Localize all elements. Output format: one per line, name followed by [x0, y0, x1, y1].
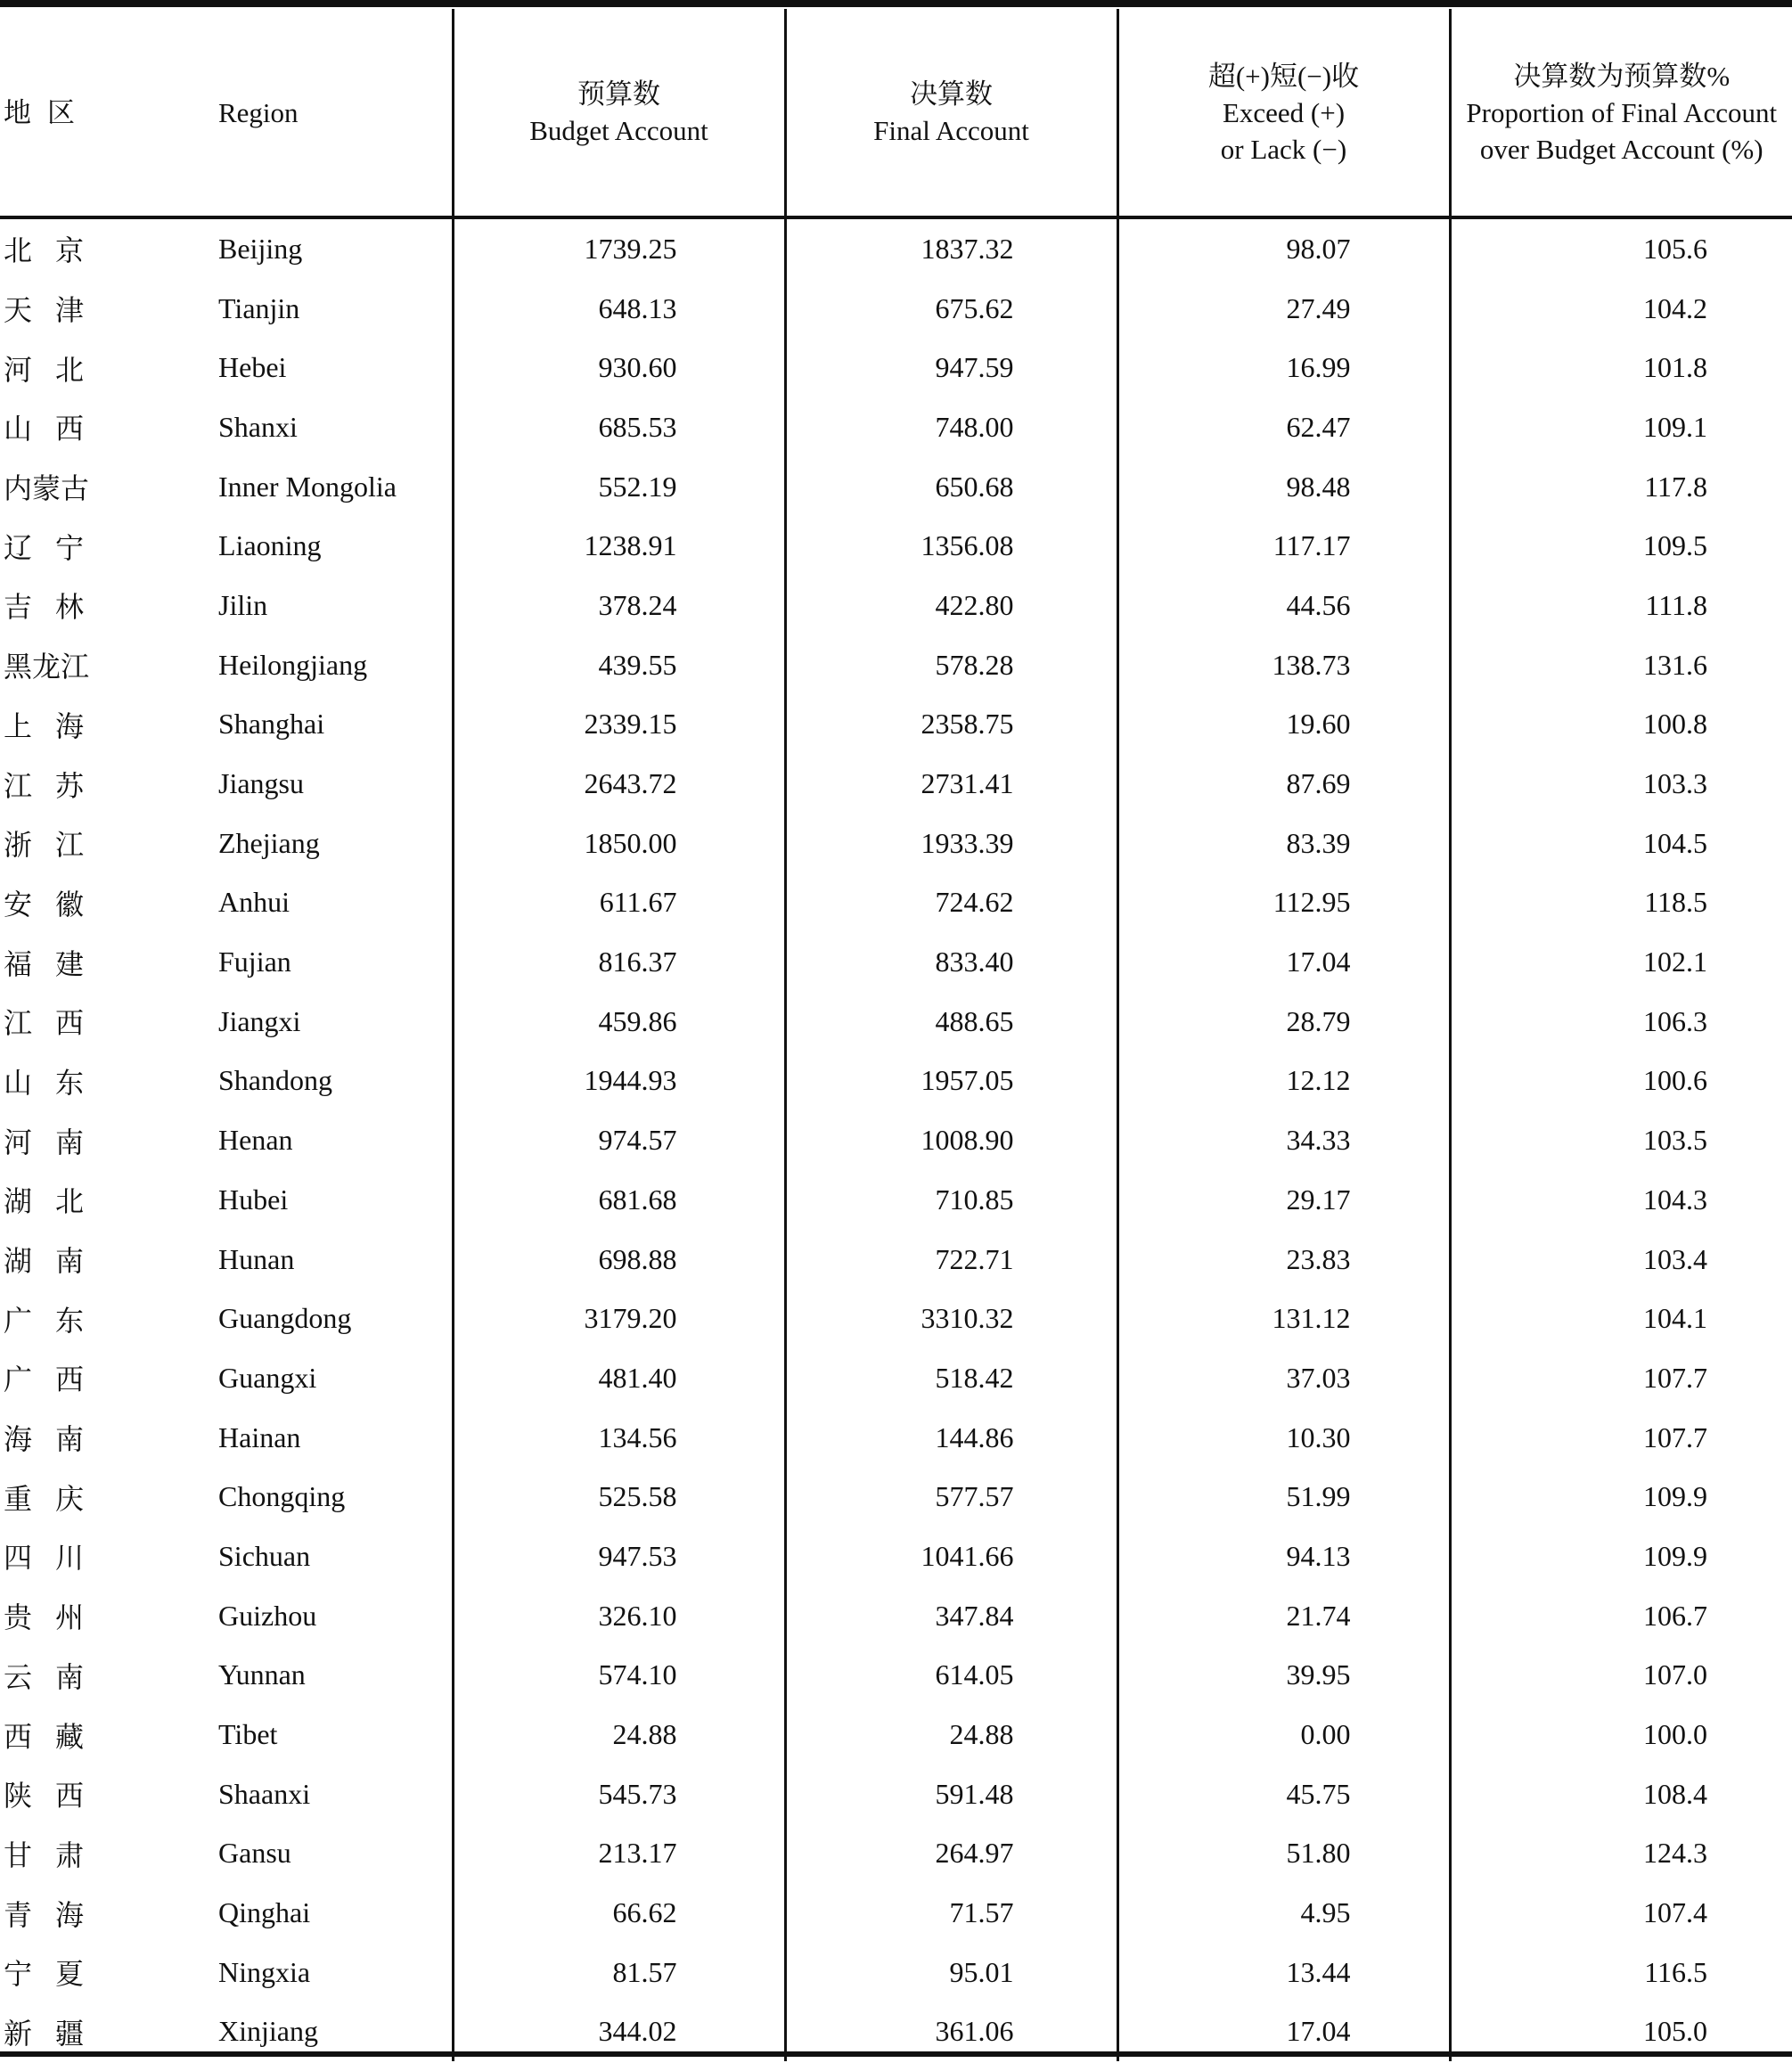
cell-region-cn: 新疆 [4, 2017, 108, 2050]
cell-budget: 947.53 [453, 1527, 785, 1586]
table-row [0, 338, 1792, 397]
cell-region-en: Tianjin [218, 291, 300, 324]
cell-diff: 94.13 [1117, 1527, 1450, 1586]
cell-region-cn: 湖南 [4, 1245, 108, 1278]
cell-region-en: Tibet [218, 1718, 278, 1751]
table-row [0, 1646, 1792, 1706]
cell-diff: 16.99 [1117, 338, 1450, 397]
cell-budget: 24.88 [453, 1705, 785, 1764]
header-pct-cn: 决算数为预算数% [1513, 60, 1731, 92]
cell-region-en: Anhui [218, 886, 290, 919]
cell-region-cn: 天津 [4, 294, 108, 327]
cell-budget: 481.40 [453, 1348, 785, 1408]
cell-budget: 2339.15 [453, 695, 785, 755]
cell-region-cn: 青海 [4, 1898, 108, 1931]
cell-budget: 439.55 [453, 635, 785, 695]
table-row [0, 1170, 1792, 1230]
cell-pct: 104.3 [1450, 1170, 1792, 1230]
cell-budget: 816.37 [453, 932, 785, 992]
cell-diff: 17.04 [1117, 2002, 1450, 2062]
cell-pct: 100.0 [1450, 1705, 1792, 1764]
cell-region-en: Hainan [218, 1420, 301, 1453]
cell-region-cn: 山东 [4, 1066, 108, 1099]
header-budget-en: Budget Account [529, 115, 708, 146]
cell-region-cn: 贵州 [4, 1601, 108, 1634]
cell-diff: 27.49 [1117, 279, 1450, 339]
cell-diff: 21.74 [1117, 1586, 1450, 1646]
table-row [0, 814, 1792, 873]
budget-final-account-table [0, 9, 1792, 2061]
table-row [0, 1586, 1792, 1646]
cell-budget: 685.53 [453, 397, 785, 457]
table-row [0, 1110, 1792, 1170]
cell-region-en: Beijing [218, 232, 303, 265]
header-pct-en1: Proportion of Final Account [1466, 96, 1778, 128]
cell-budget: 681.68 [453, 1170, 785, 1230]
header-region-en: Region [218, 9, 453, 217]
cell-pct: 102.1 [1450, 932, 1792, 992]
cell-pct: 117.8 [1450, 457, 1792, 517]
cell-budget: 326.10 [453, 1586, 785, 1646]
table-row [0, 516, 1792, 576]
cell-final: 95.01 [785, 1943, 1117, 2002]
cell-pct: 109.9 [1450, 1467, 1792, 1527]
cell-budget: 1944.93 [453, 1052, 785, 1111]
cell-region-cn: 福建 [4, 947, 108, 980]
cell-region-cn: 广西 [4, 1363, 108, 1396]
header-final-cn: 决算数 [910, 78, 993, 110]
cell-diff: 28.79 [1117, 992, 1450, 1052]
cell-region-en: Henan [218, 1124, 293, 1157]
table-row [0, 1467, 1792, 1527]
cell-final: 144.86 [785, 1408, 1117, 1468]
cell-region-en: Gansu [218, 1837, 291, 1870]
table-row [0, 695, 1792, 755]
cell-region-cn: 吉林 [4, 591, 108, 624]
cell-region-en: Hubei [218, 1183, 289, 1216]
table-row [0, 1527, 1792, 1586]
cell-pct: 104.1 [1450, 1289, 1792, 1348]
cell-budget: 3179.20 [453, 1289, 785, 1348]
table-row [0, 1943, 1792, 2002]
table-body [0, 217, 1792, 2061]
cell-final: 722.71 [785, 1230, 1117, 1289]
cell-final: 24.88 [785, 1705, 1117, 1764]
table-row [0, 1052, 1792, 1111]
cell-diff: 4.95 [1117, 1883, 1450, 1943]
cell-budget: 344.02 [453, 2002, 785, 2062]
table-row [0, 1824, 1792, 1884]
cell-region-cn: 重庆 [4, 1482, 108, 1515]
cell-final: 1957.05 [785, 1052, 1117, 1111]
header-diff [1117, 9, 1450, 217]
header-final-en: Final Account [873, 115, 1029, 146]
table-top-rule [0, 0, 1792, 7]
cell-region-cn: 广东 [4, 1304, 108, 1337]
table-row [0, 1764, 1792, 1824]
cell-final: 347.84 [785, 1586, 1117, 1646]
cell-budget: 698.88 [453, 1230, 785, 1289]
cell-final: 650.68 [785, 457, 1117, 517]
cell-budget: 459.86 [453, 992, 785, 1052]
cell-final: 3310.32 [785, 1289, 1117, 1348]
table-row [0, 635, 1792, 695]
cell-diff: 45.75 [1117, 1764, 1450, 1824]
cell-diff: 39.95 [1117, 1646, 1450, 1706]
header-diff-cn: 超(+)短(−)收 [1207, 60, 1360, 92]
cell-diff: 117.17 [1117, 516, 1450, 576]
cell-pct: 106.3 [1450, 992, 1792, 1052]
cell-budget: 611.67 [453, 873, 785, 933]
cell-pct: 116.5 [1450, 1943, 1792, 2002]
cell-final: 1356.08 [785, 516, 1117, 576]
cell-diff: 112.95 [1117, 873, 1450, 933]
cell-region-cn: 上海 [4, 709, 108, 742]
cell-region-cn: 西藏 [4, 1720, 108, 1753]
cell-region-cn: 山西 [4, 413, 108, 446]
cell-diff: 138.73 [1117, 635, 1450, 695]
cell-pct: 109.1 [1450, 397, 1792, 457]
cell-pct: 103.5 [1450, 1110, 1792, 1170]
cell-pct: 118.5 [1450, 873, 1792, 933]
cell-region-en: Yunnan [218, 1658, 306, 1691]
cell-diff: 131.12 [1117, 1289, 1450, 1348]
cell-pct: 111.8 [1450, 576, 1792, 635]
cell-region-en: Shaanxi [218, 1777, 311, 1810]
cell-region-en: Shanxi [218, 410, 298, 443]
cell-diff: 98.07 [1117, 217, 1450, 279]
cell-budget: 213.17 [453, 1824, 785, 1884]
table-bottom-rule [0, 2051, 1792, 2057]
header-budget-cn: 预算数 [577, 78, 660, 110]
table-row [0, 1348, 1792, 1408]
cell-diff: 87.69 [1117, 754, 1450, 814]
cell-final: 710.85 [785, 1170, 1117, 1230]
cell-pct: 107.0 [1450, 1646, 1792, 1706]
cell-region-cn: 四川 [4, 1542, 108, 1575]
table-row [0, 754, 1792, 814]
cell-diff: 83.39 [1117, 814, 1450, 873]
cell-pct: 103.4 [1450, 1230, 1792, 1289]
cell-budget: 545.73 [453, 1764, 785, 1824]
cell-region-en: Sichuan [218, 1539, 311, 1572]
table-row [0, 873, 1792, 933]
cell-budget: 648.13 [453, 279, 785, 339]
cell-diff: 37.03 [1117, 1348, 1450, 1408]
table-row [0, 1883, 1792, 1943]
cell-pct: 107.7 [1450, 1348, 1792, 1408]
cell-final: 422.80 [785, 576, 1117, 635]
cell-pct: 104.5 [1450, 814, 1792, 873]
cell-region-en: Xinjiang [218, 2015, 318, 2048]
cell-pct: 131.6 [1450, 635, 1792, 695]
cell-pct: 105.6 [1450, 217, 1792, 279]
cell-region-en: Chongqing [218, 1480, 346, 1513]
cell-final: 488.65 [785, 992, 1117, 1052]
cell-region-cn: 北京 [4, 234, 108, 267]
cell-final: 1837.32 [785, 217, 1117, 279]
cell-final: 578.28 [785, 635, 1117, 695]
cell-region-cn: 黑龙江 [4, 651, 90, 684]
cell-region-en: Shanghai [218, 708, 325, 741]
cell-pct: 124.3 [1450, 1824, 1792, 1884]
cell-region-en: Ningxia [218, 1955, 311, 1988]
cell-pct: 108.4 [1450, 1764, 1792, 1824]
cell-pct: 105.0 [1450, 2002, 1792, 2062]
header-final [785, 9, 1117, 217]
table-row [0, 1705, 1792, 1764]
cell-region-en: Heilongjiang [218, 648, 368, 681]
cell-region-en: Inner Mongolia [218, 470, 397, 503]
header-region-cn: 地区 [0, 9, 218, 217]
cell-diff: 19.60 [1117, 695, 1450, 755]
cell-budget: 1850.00 [453, 814, 785, 873]
cell-budget: 574.10 [453, 1646, 785, 1706]
table-header [0, 9, 1792, 217]
table-row [0, 1230, 1792, 1289]
cell-region-cn: 安徽 [4, 888, 108, 921]
cell-diff: 10.30 [1117, 1408, 1450, 1468]
table-row [0, 1408, 1792, 1468]
cell-region-en: Guangdong [218, 1302, 352, 1335]
cell-budget: 81.57 [453, 1943, 785, 2002]
cell-region-en: Liaoning [218, 529, 322, 562]
cell-diff: 13.44 [1117, 1943, 1450, 2002]
cell-region-en: Hebei [218, 351, 287, 384]
cell-region-cn: 江苏 [4, 769, 108, 802]
cell-region-cn: 辽宁 [4, 531, 108, 564]
cell-region-cn: 河北 [4, 353, 108, 386]
table-row [0, 279, 1792, 339]
cell-budget: 66.62 [453, 1883, 785, 1943]
cell-final: 675.62 [785, 279, 1117, 339]
header-pct [1450, 9, 1792, 217]
cell-final: 833.40 [785, 932, 1117, 992]
header-pct-en2: over Budget Account (%) [1479, 133, 1763, 165]
cell-final: 947.59 [785, 338, 1117, 397]
cell-region-en: Guangxi [218, 1361, 317, 1394]
cell-region-cn: 海南 [4, 1423, 108, 1456]
cell-diff: 62.47 [1117, 397, 1450, 457]
cell-diff: 51.80 [1117, 1824, 1450, 1884]
table-row [0, 217, 1792, 279]
cell-region-cn: 浙江 [4, 829, 108, 862]
cell-final: 71.57 [785, 1883, 1117, 1943]
cell-pct: 107.4 [1450, 1883, 1792, 1943]
header-budget [453, 9, 785, 217]
cell-region-cn: 甘肃 [4, 1838, 108, 1871]
cell-region-en: Jiangxi [218, 1004, 301, 1037]
cell-pct: 109.5 [1450, 516, 1792, 576]
header-diff-en1: Exceed (+) [1222, 96, 1346, 128]
cell-budget: 552.19 [453, 457, 785, 517]
cell-pct: 103.3 [1450, 754, 1792, 814]
cell-pct: 100.6 [1450, 1052, 1792, 1111]
cell-final: 614.05 [785, 1646, 1117, 1706]
cell-diff: 12.12 [1117, 1052, 1450, 1111]
cell-final: 361.06 [785, 2002, 1117, 2062]
cell-final: 264.97 [785, 1824, 1117, 1884]
cell-region-cn: 内蒙古 [4, 472, 90, 505]
cell-final: 591.48 [785, 1764, 1117, 1824]
cell-region-en: Jilin [218, 588, 268, 621]
header-row [0, 9, 1792, 217]
cell-pct: 104.2 [1450, 279, 1792, 339]
cell-region-cn: 江西 [4, 1007, 108, 1040]
cell-budget: 378.24 [453, 576, 785, 635]
cell-pct: 100.8 [1450, 695, 1792, 755]
cell-final: 724.62 [785, 873, 1117, 933]
cell-region-en: Qinghai [218, 1896, 311, 1929]
cell-pct: 106.7 [1450, 1586, 1792, 1646]
table-row [0, 932, 1792, 992]
cell-diff: 29.17 [1117, 1170, 1450, 1230]
cell-budget: 974.57 [453, 1110, 785, 1170]
cell-diff: 17.04 [1117, 932, 1450, 992]
cell-diff: 44.56 [1117, 576, 1450, 635]
header-diff-en2: or Lack (−) [1220, 133, 1347, 165]
table-row [0, 992, 1792, 1052]
cell-region-cn: 湖北 [4, 1185, 108, 1218]
cell-region-en: Shandong [218, 1064, 332, 1097]
cell-region-en: Jiangsu [218, 767, 304, 800]
cell-region-cn: 宁夏 [4, 1958, 108, 1991]
table-row [0, 1289, 1792, 1348]
cell-region-en: Hunan [218, 1242, 295, 1275]
cell-diff: 98.48 [1117, 457, 1450, 517]
cell-final: 577.57 [785, 1467, 1117, 1527]
cell-budget: 134.56 [453, 1408, 785, 1468]
table-row [0, 457, 1792, 517]
cell-budget: 1739.25 [453, 217, 785, 279]
cell-pct: 109.9 [1450, 1527, 1792, 1586]
cell-budget: 2643.72 [453, 754, 785, 814]
cell-region-en: Guizhou [218, 1599, 317, 1632]
cell-pct: 101.8 [1450, 338, 1792, 397]
cell-final: 2358.75 [785, 695, 1117, 755]
cell-final: 1008.90 [785, 1110, 1117, 1170]
cell-region-cn: 云南 [4, 1660, 108, 1693]
cell-region-cn: 陕西 [4, 1780, 108, 1813]
cell-final: 1041.66 [785, 1527, 1117, 1586]
table-row [0, 397, 1792, 457]
cell-final: 1933.39 [785, 814, 1117, 873]
cell-final: 748.00 [785, 397, 1117, 457]
cell-diff: 51.99 [1117, 1467, 1450, 1527]
cell-budget: 930.60 [453, 338, 785, 397]
cell-diff: 34.33 [1117, 1110, 1450, 1170]
cell-budget: 525.58 [453, 1467, 785, 1527]
cell-final: 2731.41 [785, 754, 1117, 814]
cell-budget: 1238.91 [453, 516, 785, 576]
cell-region-en: Fujian [218, 946, 291, 978]
cell-pct: 107.7 [1450, 1408, 1792, 1468]
cell-final: 518.42 [785, 1348, 1117, 1408]
cell-diff: 23.83 [1117, 1230, 1450, 1289]
cell-region-en: Zhejiang [218, 826, 320, 859]
cell-diff: 0.00 [1117, 1705, 1450, 1764]
table-row [0, 576, 1792, 635]
cell-region-cn: 河南 [4, 1126, 108, 1158]
